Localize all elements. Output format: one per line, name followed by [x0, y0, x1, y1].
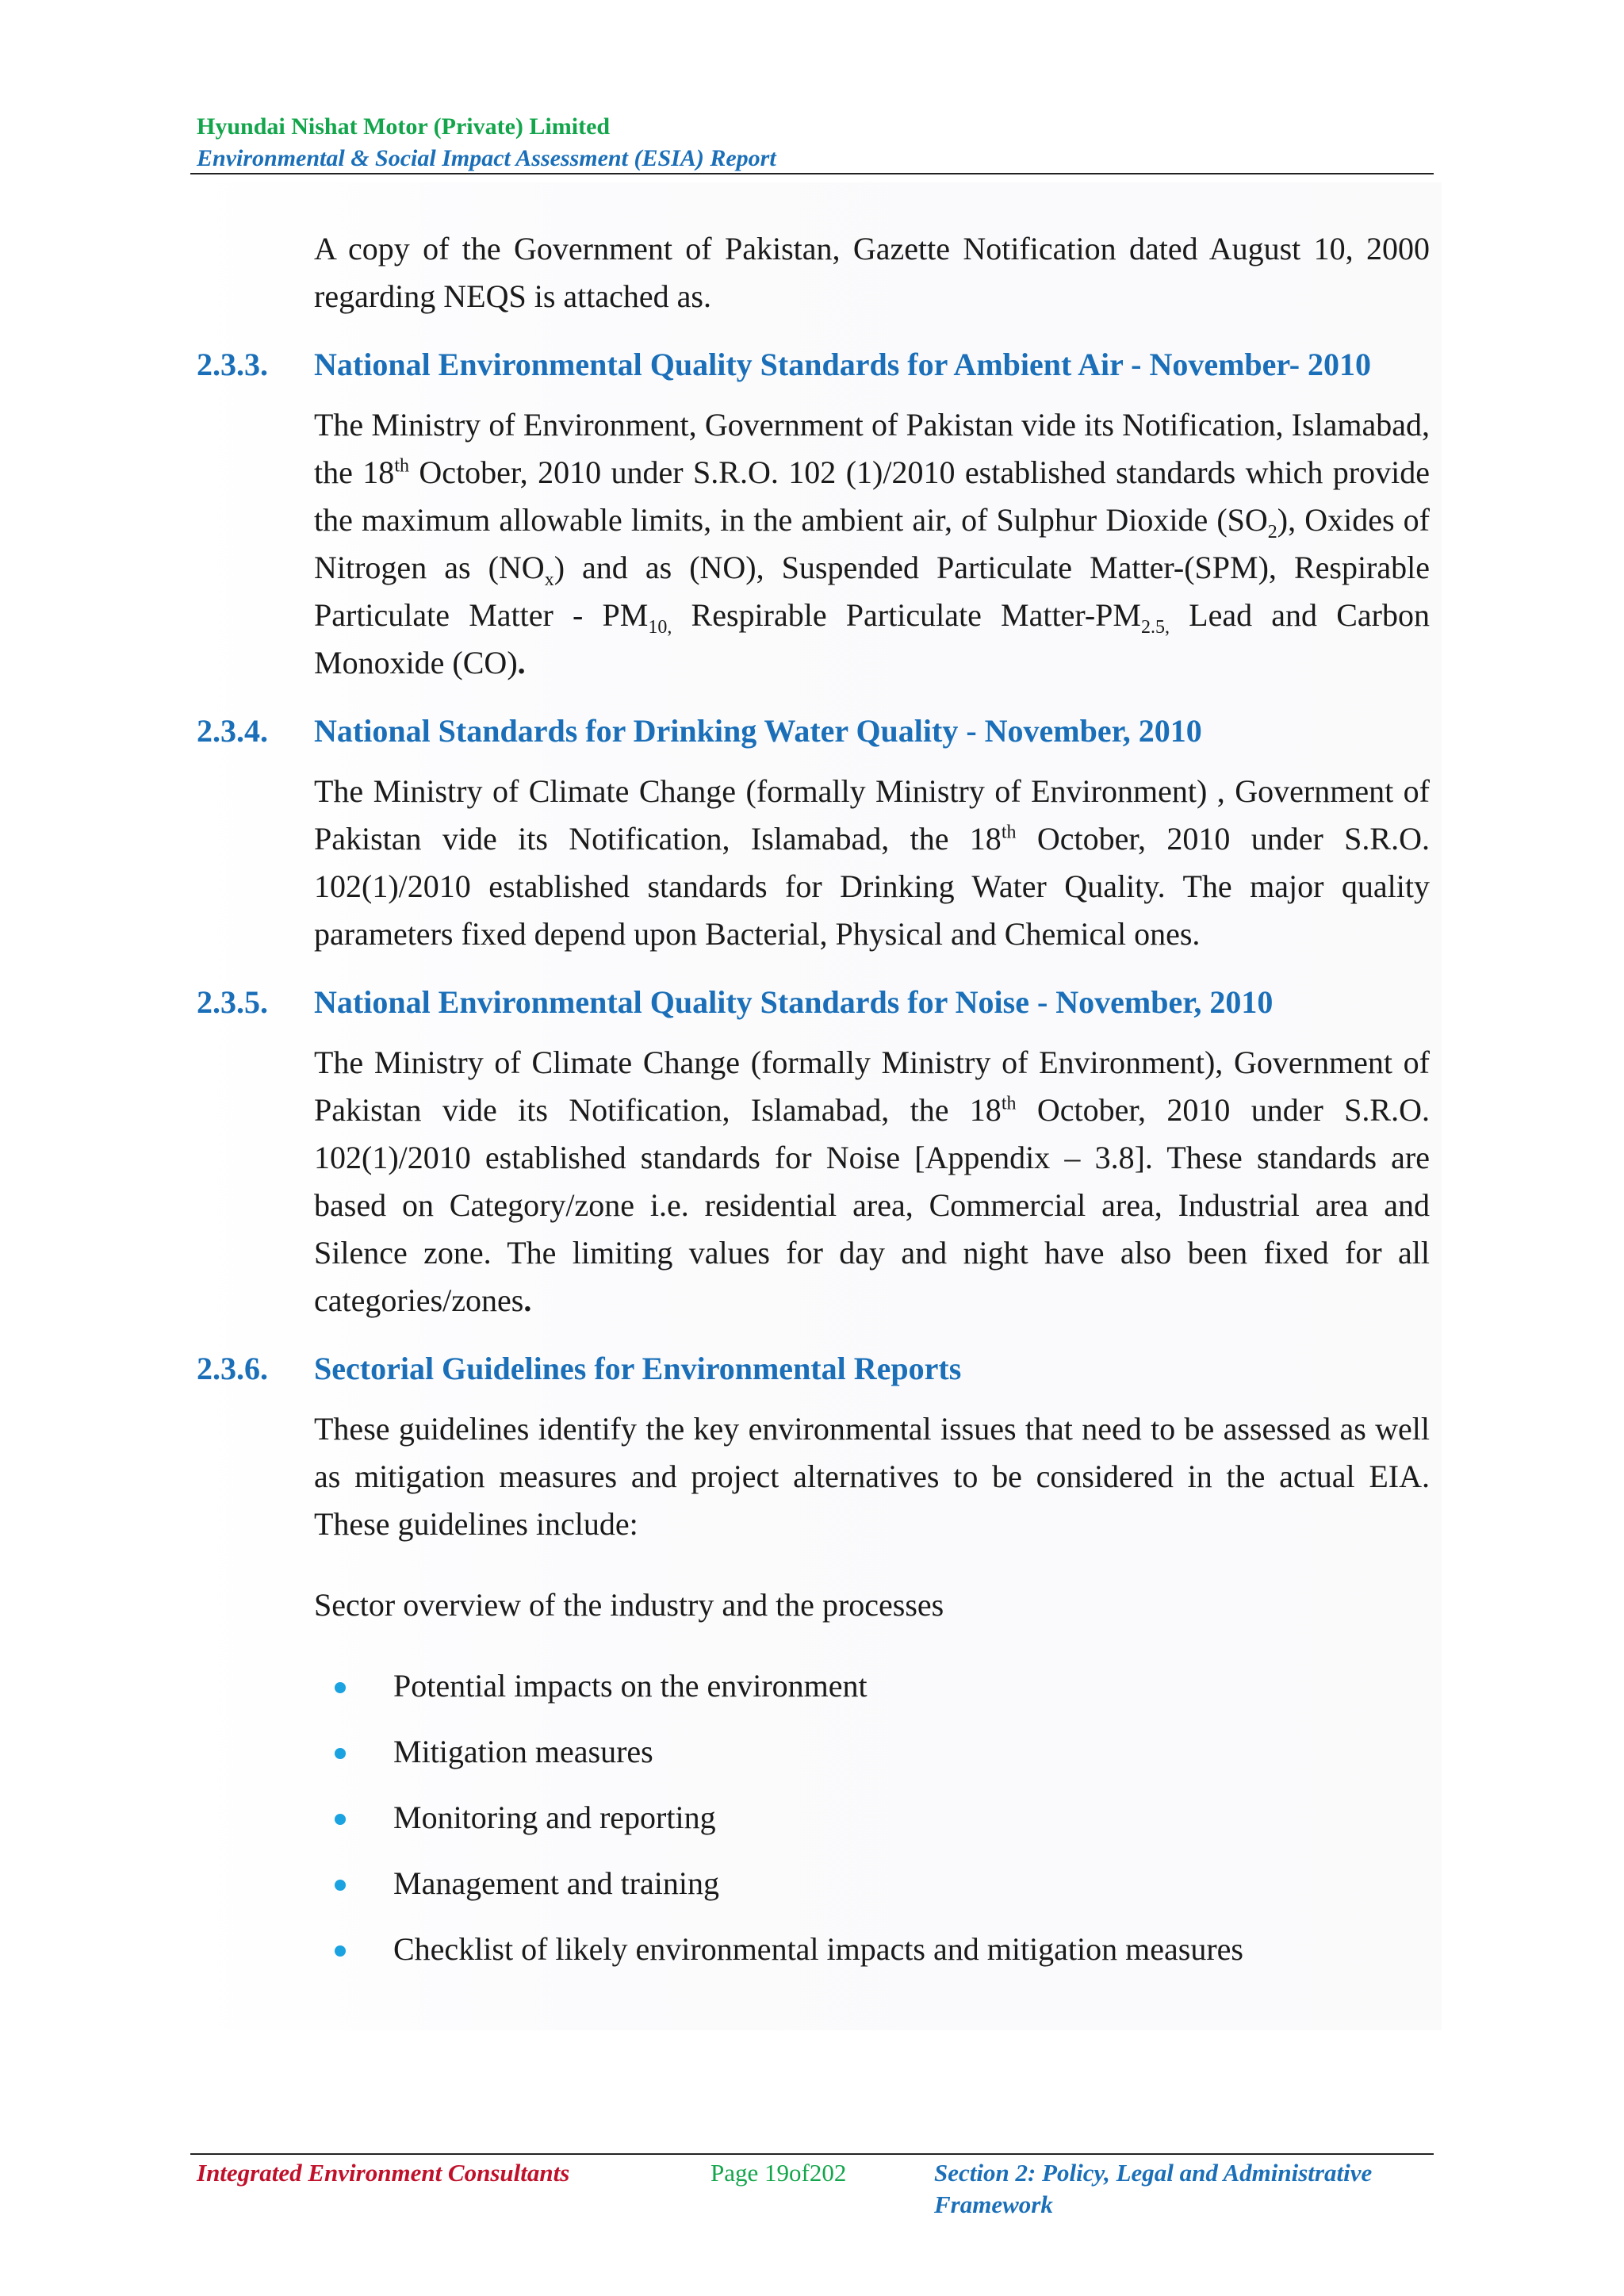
intro-paragraph: A copy of the Government of Pakistan, Gazette Notification dated August 10, 2000 regarding NEQS is attached as.	[314, 231, 1430, 314]
header-divider	[190, 173, 1434, 174]
document-body	[197, 225, 1430, 1991]
section-title: National Standards for Drinking Water Quality - November, 2010	[314, 713, 1202, 749]
list-item	[330, 1860, 1430, 1907]
footer-page-number: Page 19of202	[710, 2159, 847, 2187]
section-heading-2-3-5	[197, 980, 1430, 1025]
header-company: Hyundai Nishat Motor (Private) Limited	[197, 113, 611, 140]
section-paragraph-2-3-5	[314, 1039, 1430, 1324]
header-report-title: Environmental & Social Impact Assessment (ESIA) Report	[197, 145, 776, 171]
list-item-text: Mitigation measures	[393, 1734, 653, 1769]
subscript: x	[544, 569, 554, 590]
footer-divider	[190, 2153, 1434, 2155]
section-heading-2-3-6	[197, 1347, 1430, 1391]
section-heading-2-3-4	[197, 709, 1430, 753]
text-run: Lead and Carbon Monoxide (CO)	[314, 597, 1431, 680]
list-item-text: Checklist of likely environmental impacts and mitigation measures	[393, 1931, 1243, 1967]
guidelines-bullet-list	[330, 1662, 1430, 1973]
footer-section-title: Section 2: Policy, Legal and Administrative Framework	[934, 2159, 1373, 2218]
section-number: 2.3.4.	[197, 713, 268, 749]
text-run: October, 2010 under S.R.O. 102 (1)/2010 established standards which provide the maximum allowable limits, in the ambient air, of Sulphur Dioxide (SO	[314, 454, 1430, 538]
section-title: Sectorial Guidelines for Environmental Reports	[314, 1351, 962, 1386]
superscript: th	[394, 455, 409, 477]
bullet-icon	[335, 1682, 346, 1693]
bullet-icon	[335, 1814, 346, 1825]
section-number: 2.3.6.	[197, 1351, 268, 1386]
section-title: National Environmental Quality Standards for Noise - November, 2010	[314, 984, 1274, 1020]
bullet-icon	[335, 1748, 346, 1759]
bullet-icon	[335, 1880, 346, 1891]
text-run: The Ministry of Climate Change (formally Ministry of Environment) , Government of Pakistan vide its Notification, Islamabad, the 18	[314, 773, 1430, 857]
text-run: .	[517, 645, 526, 680]
text-run: October, 2010 under S.R.O. 102(1)/2010 established standards for Noise [Appendix – 3.8]. These standards are based on Category/zone i.e. residential area, Commercial area, Industrial area and Silence zone. The limiting values for day and night have also been fixed for all categories/zones	[314, 1092, 1430, 1318]
sector-overview-line: Sector overview of the industry and the processes	[314, 1587, 944, 1623]
list-item-text: Potential impacts on the environment	[393, 1668, 868, 1704]
superscript: th	[1001, 1093, 1017, 1114]
footer-consultant: Integrated Environment Consultants	[197, 2159, 570, 2187]
list-item-text: Monitoring and reporting	[393, 1800, 716, 1835]
section-number: 2.3.3.	[197, 347, 268, 382]
superscript: th	[1001, 822, 1017, 843]
text-run: ) and as (NO), Suspended Particulate Matter-(SPM), Respirable Particulate Matter - PM	[314, 550, 1431, 633]
bullet-icon	[335, 1945, 346, 1957]
section-paragraph-2-3-3	[314, 401, 1430, 687]
section-paragraph-2-3-6: These guidelines identify the key environmental issues that need to be assessed as well as mitigation measures and project alternatives to be considered in the actual EIA. These guidelines include:	[314, 1411, 1430, 1542]
list-item	[330, 1926, 1430, 1973]
subscript: 2.5,	[1140, 617, 1170, 638]
page-header	[197, 111, 1434, 174]
section-title: National Environmental Quality Standards for Ambient Air - November- 2010	[314, 347, 1372, 382]
list-item	[330, 1794, 1430, 1842]
section-paragraph-2-3-4	[314, 768, 1430, 958]
list-item	[330, 1728, 1430, 1776]
text-run: October, 2010 under S.R.O. 102(1)/2010 established standards for Drinking Water Quality. The major quality parameters fixed depend upon Bacterial, Physical and Chemical ones.	[314, 821, 1430, 952]
text-run: The Ministry of Climate Change (formally Ministry of Environment), Government of Pakistan vide its Notification, Islamabad, the 18	[314, 1045, 1430, 1128]
text-run: The Ministry of Environment, Government of Pakistan vide its Notification, Islamabad, the 18	[314, 407, 1430, 490]
subscript: 10,	[648, 617, 672, 638]
text-run: Respirable Particulate Matter-PM	[672, 597, 1141, 633]
list-item-text: Management and training	[393, 1865, 719, 1901]
text-run: ), Oxides of Nitrogen as (NO	[314, 502, 1430, 585]
section-number: 2.3.5.	[197, 984, 268, 1020]
list-item	[330, 1662, 1430, 1710]
subscript: 2	[1267, 522, 1277, 542]
text-run: .	[523, 1282, 532, 1318]
section-heading-2-3-3	[197, 343, 1430, 387]
